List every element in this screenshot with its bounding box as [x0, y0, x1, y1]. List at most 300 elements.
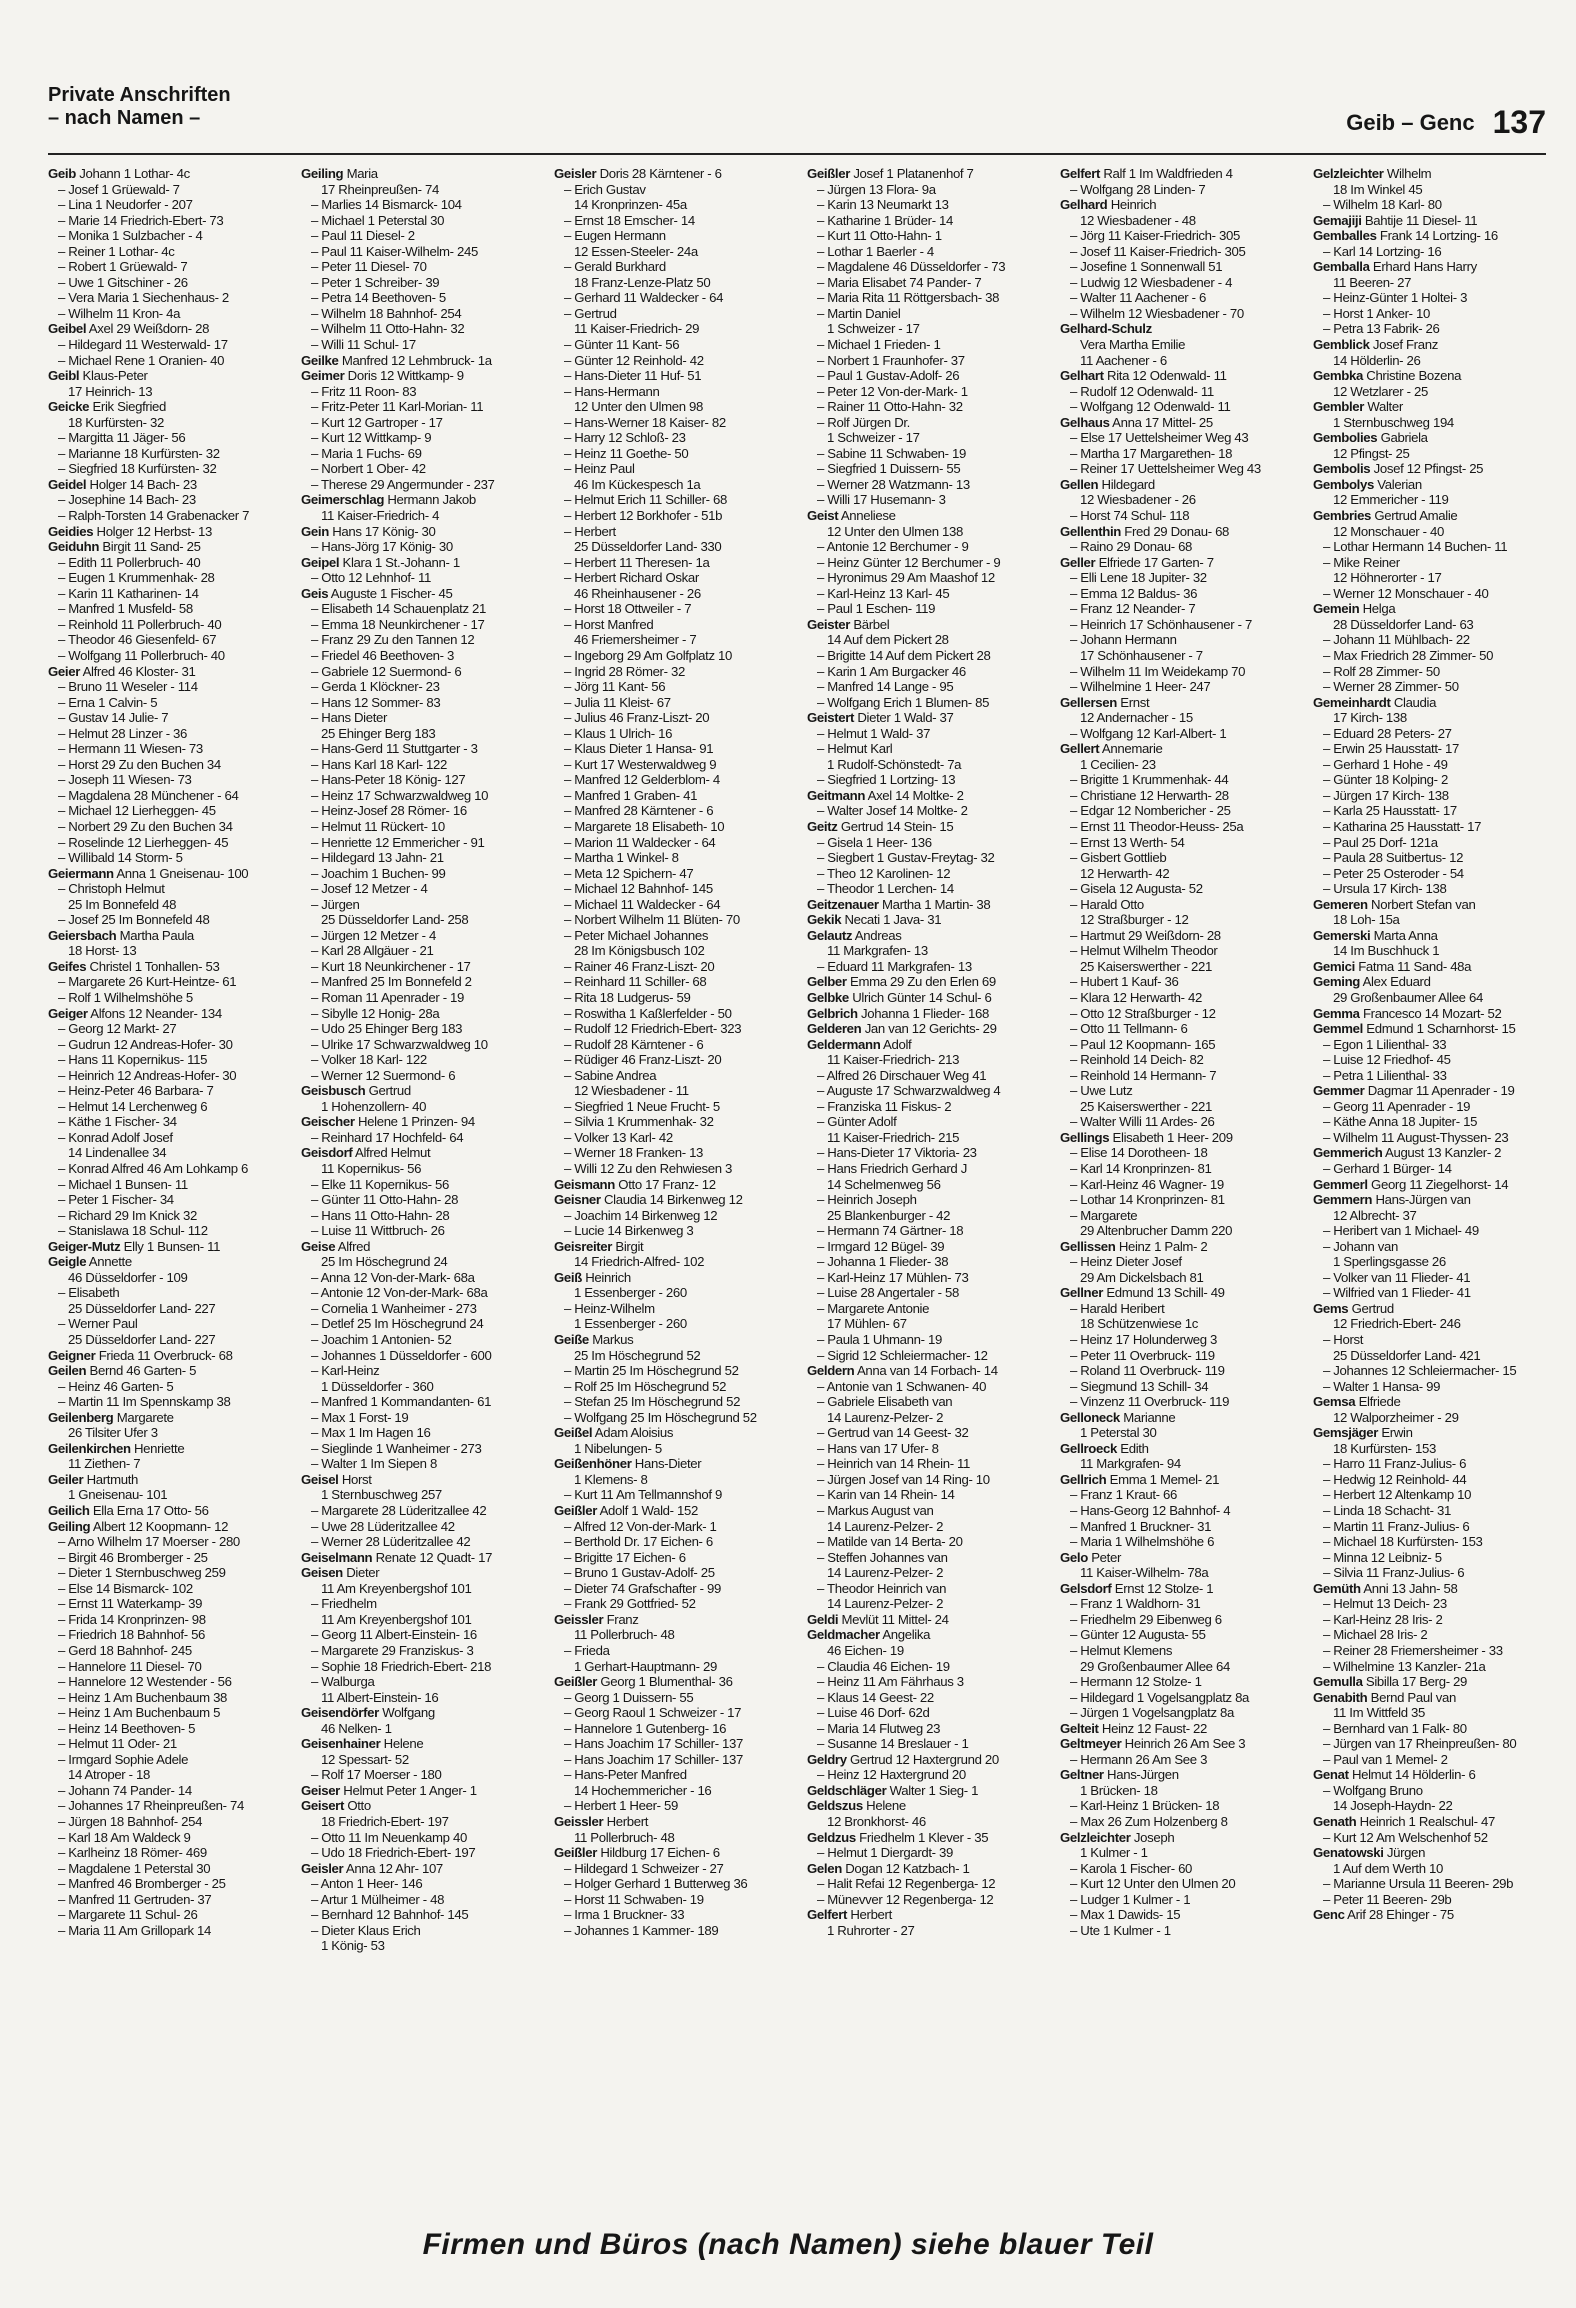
entry-continuation — [1313, 710, 1545, 726]
surname: Geisler — [301, 1860, 344, 1876]
entry-continuation — [48, 897, 280, 913]
entry-line — [807, 1145, 1039, 1161]
entry-line — [554, 679, 786, 695]
entry-text: – Johann van — [1323, 1238, 1398, 1254]
entry-text: 11 Kaiser-Friedrich- 215 — [827, 1129, 960, 1145]
entry-text: 11 Albert-Einstein- 16 — [321, 1689, 439, 1705]
entry-text: – Wilhelm 11 Otto-Hahn- 32 — [311, 321, 465, 337]
surname: Gemulla — [1313, 1674, 1363, 1690]
entry-line — [1060, 461, 1292, 477]
entry-text: – Heinz 11 Goethe- 50 — [564, 445, 689, 461]
entry-head — [1060, 1130, 1292, 1146]
entry-text: – Paula 28 Suitbertus- 12 — [1323, 850, 1464, 866]
entry-text: – Harro 11 Franz-Julius- 6 — [1323, 1456, 1467, 1472]
entry-text: – Elisabeth — [58, 1285, 120, 1301]
surname: Geissler — [554, 1611, 604, 1627]
entry-text: – Peter 11 Diesel- 70 — [311, 259, 427, 275]
entry-line — [48, 197, 280, 213]
entry-text: – Johannes 17 Rheinpreußen- 74 — [58, 1798, 244, 1814]
entry-text: Edmund 1 Scharnhorst- 15 — [1362, 1021, 1516, 1037]
entry-text: – Magdalena 28 Münchener - 64 — [58, 787, 239, 803]
entry-text: – Margarete — [1070, 1207, 1138, 1223]
entry-head — [301, 1550, 533, 1566]
entry-line — [1313, 1565, 1545, 1581]
entry-text: Annette — [86, 1254, 132, 1270]
entry-text: – Franz 1 Waldhorn- 31 — [1070, 1596, 1201, 1612]
entry-text: – Johannes 1 Kammer- 189 — [564, 1922, 719, 1938]
surname: Geilenberg — [48, 1409, 114, 1425]
entry-text: – Franz 29 Zu den Tannen 12 — [311, 632, 475, 648]
entry-continuation — [807, 1814, 1039, 1830]
entry-line — [1060, 1161, 1292, 1177]
entry-text: – Helmut 28 Linzer - 36 — [58, 725, 188, 741]
entry-line — [807, 446, 1039, 462]
entry-text: – Jürgen 1 Vogelsangplatz 8a — [1070, 1705, 1234, 1721]
entry-text: Georg 1 Blumenthal- 36 — [597, 1674, 733, 1690]
surname: Gemblick — [1313, 337, 1370, 353]
entry-head — [301, 1083, 533, 1099]
entry-head — [301, 1114, 533, 1130]
entry-text: Hans-Jürgen — [1103, 1767, 1179, 1783]
entry-line — [807, 1674, 1039, 1690]
entry-text: Helga — [1359, 601, 1396, 617]
surname: Geißenhöner — [554, 1456, 632, 1472]
entry-text: – Lucie 14 Birkenweg 3 — [564, 1223, 694, 1239]
entry-text: 28 Düsseldorfer Land- 63 — [1333, 616, 1474, 632]
entry-line — [554, 1534, 786, 1550]
page-range — [1346, 104, 1546, 141]
entry-text: Herbert — [603, 1813, 649, 1829]
entry-text: Christel 1 Tonhallen- 53 — [86, 958, 220, 974]
entry-text: 1 Klemens- 8 — [574, 1471, 648, 1487]
entry-head — [1313, 1145, 1545, 1161]
entry-text: – Emma 12 Baldus- 36 — [1070, 585, 1198, 601]
entry-text: – Karl-Heinz — [311, 1363, 380, 1379]
entry-head — [807, 1363, 1039, 1379]
entry-continuation — [554, 1830, 786, 1846]
entry-text: Anni 13 Jahn- 58 — [1360, 1580, 1458, 1596]
entry-continuation — [1313, 570, 1545, 586]
entry-line — [48, 1643, 280, 1659]
entry-text: – Kurt 11 Am Tellmannshof 9 — [564, 1487, 722, 1503]
entry-text: – Franz 1 Kraut- 66 — [1070, 1487, 1177, 1503]
entry-line — [1313, 1037, 1545, 1053]
entry-text: – Irmgard Sophie Adele — [58, 1751, 189, 1767]
entry-text: – Kurt 12 Am Welschenhof 52 — [1323, 1829, 1488, 1845]
surname: Gembolys — [1313, 476, 1374, 492]
entry-line — [1060, 1006, 1292, 1022]
entry-text: 12 Walporzheimer - 29 — [1333, 1409, 1459, 1425]
directory-column-2 — [301, 166, 533, 2156]
entry-line — [301, 1923, 533, 1939]
entry-line — [807, 1550, 1039, 1566]
entry-line — [48, 492, 280, 508]
entry-text: – Heinz 14 Beethoven- 5 — [58, 1720, 196, 1736]
entry-line — [48, 648, 280, 664]
entry-head — [1313, 928, 1545, 944]
entry-line — [554, 757, 786, 773]
entry-head — [807, 990, 1039, 1006]
entry-text: Otto — [344, 1798, 371, 1814]
entry-head — [1313, 166, 1545, 182]
entry-text: – Käthe Anna 18 Jupiter- 15 — [1323, 1114, 1478, 1130]
entry-line — [301, 1177, 533, 1193]
entry-text: Bahtije 11 Diesel- 11 — [1361, 212, 1478, 228]
surname: Geicke — [48, 399, 90, 415]
entry-text: – Theodor 46 Giesenfeld- 67 — [58, 632, 217, 648]
surname: Geldi — [807, 1611, 839, 1627]
entry-line — [1060, 1379, 1292, 1395]
entry-head — [301, 166, 533, 182]
entry-line — [554, 959, 786, 975]
entry-head — [1060, 1550, 1292, 1566]
entry-line — [807, 306, 1039, 322]
entry-line — [554, 508, 786, 524]
surname: Geilich — [48, 1503, 90, 1519]
entry-continuation — [301, 1752, 533, 1768]
entry-text: – Fritz-Peter 11 Karl-Morian- 11 — [311, 399, 484, 415]
entry-continuation — [554, 632, 786, 648]
entry-head — [1313, 508, 1545, 524]
entry-line — [554, 1565, 786, 1581]
entry-line — [301, 741, 533, 757]
entry-line — [48, 632, 280, 648]
entry-line — [1313, 197, 1545, 213]
entry-head — [48, 1348, 280, 1364]
entry-line — [554, 819, 786, 835]
entry-continuation — [554, 1083, 786, 1099]
entry-text: Hildburg 17 Eichen- 6 — [597, 1845, 720, 1861]
surname: Gemajiji — [1313, 212, 1362, 228]
entry-line — [48, 1861, 280, 1877]
entry-text: Horst — [338, 1471, 372, 1487]
entry-line — [48, 1068, 280, 1084]
entry-line — [48, 1721, 280, 1737]
entry-text: Josef 1 Platanenhof 7 — [850, 166, 974, 181]
entry-line — [48, 835, 280, 851]
entry-line — [1060, 430, 1292, 446]
surname: Geldzus — [807, 1829, 856, 1845]
entry-continuation — [554, 1472, 786, 1488]
entry-line — [554, 384, 786, 400]
surname: Geiermann — [48, 865, 114, 881]
entry-continuation — [301, 1379, 533, 1395]
entry-text: – Petra 13 Fabrik- 26 — [1323, 321, 1440, 337]
entry-text: – Hermann 11 Wiesen- 73 — [58, 741, 203, 757]
entry-line — [1313, 835, 1545, 851]
entry-continuation — [301, 1254, 533, 1270]
entry-line — [48, 446, 280, 462]
entry-line — [301, 695, 533, 711]
entry-text: – Elisabeth 14 Schauenplatz 21 — [311, 601, 486, 617]
entry-line — [1060, 570, 1292, 586]
entry-continuation — [301, 508, 533, 524]
entry-text: – Karl-Heinz 1 Brücken- 18 — [1070, 1798, 1220, 1814]
entry-head — [1060, 1721, 1292, 1737]
entry-text: Valerian — [1373, 476, 1422, 492]
entry-head — [807, 508, 1039, 524]
entry-line — [807, 803, 1039, 819]
entry-text: – Wilhelmine 1 Heer- 247 — [1070, 679, 1211, 695]
entry-text: – Siegmund 13 Schill- 34 — [1070, 1378, 1209, 1394]
entry-line — [48, 290, 280, 306]
entry-line — [48, 1379, 280, 1395]
entry-text: – Uwe Lutz — [1070, 1083, 1133, 1099]
entry-line — [554, 1021, 786, 1037]
entry-text: – Rita 18 Ludgerus- 59 — [564, 989, 691, 1005]
entry-text: – Karola 1 Fischer- 60 — [1070, 1860, 1193, 1876]
entry-text: – Hermann 26 Am See 3 — [1070, 1751, 1208, 1767]
surname: Geischer — [301, 1114, 355, 1130]
entry-head — [1313, 1581, 1545, 1597]
entry-line — [1060, 788, 1292, 804]
entry-text: Heinz 1 Palm- 2 — [1115, 1238, 1208, 1254]
entry-text: – Magdalene 46 Düsseldorfer - 73 — [817, 259, 1006, 275]
entry-line — [1313, 290, 1545, 306]
entry-text: – Manfred 1 Bruckner- 31 — [1070, 1518, 1212, 1534]
entry-line — [807, 1503, 1039, 1519]
entry-head — [48, 1441, 280, 1457]
entry-continuation — [1313, 990, 1545, 1006]
entry-continuation — [807, 1923, 1039, 1939]
surname: Gembka — [1313, 368, 1363, 384]
entry-text: – Vera Maria 1 Siechenhaus- 2 — [58, 290, 229, 306]
entry-text: Dagmar 11 Apenrader - 19 — [1364, 1083, 1515, 1099]
entry-text: Renate 12 Quadt- 17 — [372, 1549, 493, 1565]
entry-head — [554, 1332, 786, 1348]
surname: Geissler — [554, 1813, 604, 1829]
entry-line — [1060, 617, 1292, 633]
entry-line — [1060, 182, 1292, 198]
entry-line — [554, 788, 786, 804]
entry-text: – Maria 14 Flutweg 23 — [817, 1720, 941, 1736]
entry-text: – Bernhard 12 Bahnhof- 145 — [311, 1907, 469, 1923]
entry-text: Alfons 12 Neander- 134 — [87, 1005, 222, 1021]
entry-head — [1060, 1410, 1292, 1426]
entry-text: – Uwe 1 Gitschiner - 26 — [58, 274, 188, 290]
entry-head — [554, 1674, 786, 1690]
surname: Gelfert — [1060, 166, 1101, 181]
entry-continuation — [1313, 353, 1545, 369]
entry-text: – Otto 11 Tellmann- 6 — [1070, 1021, 1188, 1037]
entry-continuation — [301, 1690, 533, 1706]
entry-text: 12 Wiesbadener - 26 — [1080, 492, 1196, 508]
surname: Gelloneck — [1060, 1409, 1120, 1425]
entry-line — [301, 788, 533, 804]
entry-continuation — [1313, 524, 1545, 540]
entry-text: – Jörg 11 Kant- 56 — [564, 679, 666, 695]
entry-text: Joseph — [1130, 1829, 1175, 1845]
entry-text: 46 Eichen- 19 — [827, 1642, 904, 1658]
entry-text: – Gabriele 12 Suermond- 6 — [311, 663, 462, 679]
entry-continuation — [1060, 213, 1292, 229]
entry-text: – Margarete Antonie — [817, 1300, 930, 1316]
entry-text: – Reinhold 11 Pollerbruch- 40 — [58, 616, 222, 632]
surname: Gembler — [1313, 399, 1365, 415]
directory-column-3 — [554, 166, 786, 2156]
entry-line — [48, 679, 280, 695]
entry-line — [48, 1690, 280, 1706]
entry-continuation — [1313, 1316, 1545, 1332]
entry-text: – Erwin 25 Hausstatt- 17 — [1323, 741, 1459, 757]
entry-line — [301, 1534, 533, 1550]
entry-text: Birgit 11 Sand- 25 — [99, 539, 201, 555]
surname: Gelhaus — [1060, 414, 1110, 430]
entry-line — [301, 881, 533, 897]
entry-text: 25 Ehinger Berg 183 — [321, 725, 436, 741]
entry-line — [48, 1596, 280, 1612]
entry-continuation — [1060, 912, 1292, 928]
entry-text: – Magdalene 1 Peterstal 30 — [58, 1860, 211, 1876]
entry-text: – Brigitte 1 Krummenhak- 44 — [1070, 772, 1229, 788]
entry-line — [1060, 990, 1292, 1006]
entry-text: Gertrud Amalie — [1371, 508, 1458, 524]
entry-head — [554, 1425, 786, 1441]
entry-text: 11 Im Wittfeld 35 — [1333, 1705, 1426, 1721]
entry-head — [1060, 477, 1292, 493]
entry-text: – Walter Willi 11 Ardes- 26 — [1070, 1114, 1215, 1130]
entry-head — [1060, 368, 1292, 384]
entry-text: – Margarete 11 Schul- 26 — [58, 1907, 198, 1923]
entry-head — [1060, 197, 1292, 213]
entry-line — [1060, 586, 1292, 602]
surname: Gelderen — [807, 1021, 862, 1037]
entry-text: – Egon 1 Lilienthal- 33 — [1323, 1036, 1447, 1052]
entry-line — [301, 1627, 533, 1643]
entry-line — [1313, 1456, 1545, 1472]
entry-text: – Lina 1 Neudorfer - 207 — [58, 197, 193, 213]
entry-line — [1313, 1379, 1545, 1395]
entry-head — [48, 1254, 280, 1270]
entry-text: Helene — [380, 1736, 424, 1752]
entry-line — [48, 819, 280, 835]
entry-line — [48, 1752, 280, 1768]
entry-text: – Helmut 14 Lerchenweg 6 — [58, 1098, 208, 1114]
entry-line — [807, 1083, 1039, 1099]
directory-columns — [48, 166, 1546, 2156]
entry-continuation — [1060, 1223, 1292, 1239]
entry-text: – Wilhelmine 13 Kanzler- 21a — [1323, 1658, 1486, 1674]
entry-text: – Klaus 1 Ulrich- 16 — [564, 725, 673, 741]
entry-head — [1313, 337, 1545, 353]
entry-text: – Martin 11 Franz-Julius- 6 — [1323, 1518, 1470, 1534]
entry-line — [807, 570, 1039, 586]
entry-text: 12 Straßburger - 12 — [1080, 912, 1189, 928]
entry-text: – Hildegard 13 Jahn- 21 — [311, 850, 444, 866]
entry-continuation — [1060, 337, 1292, 353]
entry-text: – Rolf 28 Zimmer- 50 — [1323, 663, 1440, 679]
entry-line — [1313, 1223, 1545, 1239]
entry-line — [1060, 259, 1292, 275]
entry-line — [1313, 1130, 1545, 1146]
surname: Geldszus — [807, 1798, 863, 1814]
entry-line — [807, 679, 1039, 695]
surname: Geiersbach — [48, 927, 117, 943]
entry-continuation — [48, 1425, 280, 1441]
entry-line — [807, 1456, 1039, 1472]
entry-head — [1060, 1285, 1292, 1301]
entry-text: Hildegard — [1098, 476, 1155, 492]
surname: Geißler — [807, 166, 850, 181]
entry-line — [301, 835, 533, 851]
entry-text: – Reinhold 14 Hermann- 7 — [1070, 1067, 1217, 1083]
entry-text: – Brigitte 14 Auf dem Pickert 28 — [817, 647, 991, 663]
entry-text: – Gisela 12 Augusta- 52 — [1070, 881, 1203, 897]
entry-text: – Otto 11 Im Neuenkamp 40 — [311, 1829, 467, 1845]
entry-text: – Helmut 1 Diergardt- 39 — [817, 1845, 953, 1861]
entry-line — [807, 835, 1039, 851]
entry-text: Marta Anna — [1370, 927, 1438, 943]
entry-line — [1060, 1348, 1292, 1364]
entry-text: Rita 12 Odenwald- 11 — [1103, 368, 1227, 384]
entry-text: 1 Cecilien- 23 — [1080, 756, 1156, 772]
entry-line — [807, 741, 1039, 757]
entry-text: – Reiner 1 Lothar- 4c — [58, 243, 175, 259]
entry-text: – Marianne Ursula 11 Beeren- 29b — [1323, 1876, 1514, 1892]
surname: Geisen — [301, 1565, 343, 1581]
entry-line — [807, 1487, 1039, 1503]
entry-text: Birgit — [612, 1238, 644, 1254]
entry-line — [301, 539, 533, 555]
entry-line — [1060, 632, 1292, 648]
surname: Geilen — [48, 1363, 87, 1379]
entry-line — [1060, 943, 1292, 959]
surname: Geltner — [1060, 1767, 1104, 1783]
entry-line — [301, 259, 533, 275]
entry-line — [1060, 1627, 1292, 1643]
entry-line — [807, 399, 1039, 415]
entry-text: Ella Erna 17 Otto- 56 — [89, 1503, 209, 1519]
surname: Gelsdorf — [1060, 1580, 1112, 1596]
entry-text: Fred 29 Donau- 68 — [1120, 523, 1230, 539]
entry-text: Anna 1 Gneisenau- 100 — [113, 865, 249, 881]
entry-text: – Antonie 12 Berchumer - 9 — [817, 539, 969, 555]
surname: Gemmerl — [1313, 1176, 1368, 1192]
entry-continuation — [1313, 384, 1545, 400]
entry-continuation — [807, 524, 1039, 540]
entry-text: – Irmgard 12 Bügel- 39 — [817, 1238, 945, 1254]
entry-text: 11 Kopernikus- 56 — [321, 1161, 422, 1176]
entry-text: – Josephine 14 Bach- 23 — [58, 492, 196, 508]
surname: Genabith — [1313, 1689, 1368, 1705]
entry-line — [1060, 1690, 1292, 1706]
entry-text: – Peter 11 Beeren- 29b — [1323, 1891, 1452, 1907]
entry-text: – Dieter 74 Grafschafter - 99 — [564, 1580, 721, 1596]
entry-text: – Michael 12 Lierheggen- 45 — [58, 803, 216, 819]
entry-text: 12 Friedrich-Ebert- 246 — [1333, 1316, 1461, 1332]
entry-head — [301, 1565, 533, 1581]
entry-text: – Michael 11 Waldecker - 64 — [564, 896, 721, 912]
entry-text: Josef 12 Pfingst- 25 — [1370, 461, 1484, 477]
entry-text: 29 Großenbaumer Allee 64 — [1080, 1658, 1230, 1674]
entry-line — [554, 290, 786, 306]
entry-continuation — [554, 197, 786, 213]
entry-line — [554, 741, 786, 757]
entry-text: – Willi 12 Zu den Rehwiesen 3 — [564, 1161, 732, 1176]
entry-text: 18 Friedrich-Ebert- 197 — [321, 1813, 449, 1829]
entry-head — [1313, 1301, 1545, 1317]
entry-text: – Michael 12 Bahnhof- 145 — [564, 881, 713, 897]
entry-text: – Siegfried 18 Kurfürsten- 32 — [58, 461, 217, 477]
entry-continuation — [1060, 1845, 1292, 1861]
entry-head — [554, 166, 786, 182]
entry-line — [301, 974, 533, 990]
entry-text: – Paul 1 Eschen- 119 — [817, 601, 936, 617]
entry-text: 1 Essenberger - 260 — [574, 1285, 687, 1301]
entry-head — [48, 368, 280, 384]
entry-text: – Wolfgang 12 Karl-Albert- 1 — [1070, 725, 1227, 741]
entry-continuation — [1060, 866, 1292, 882]
